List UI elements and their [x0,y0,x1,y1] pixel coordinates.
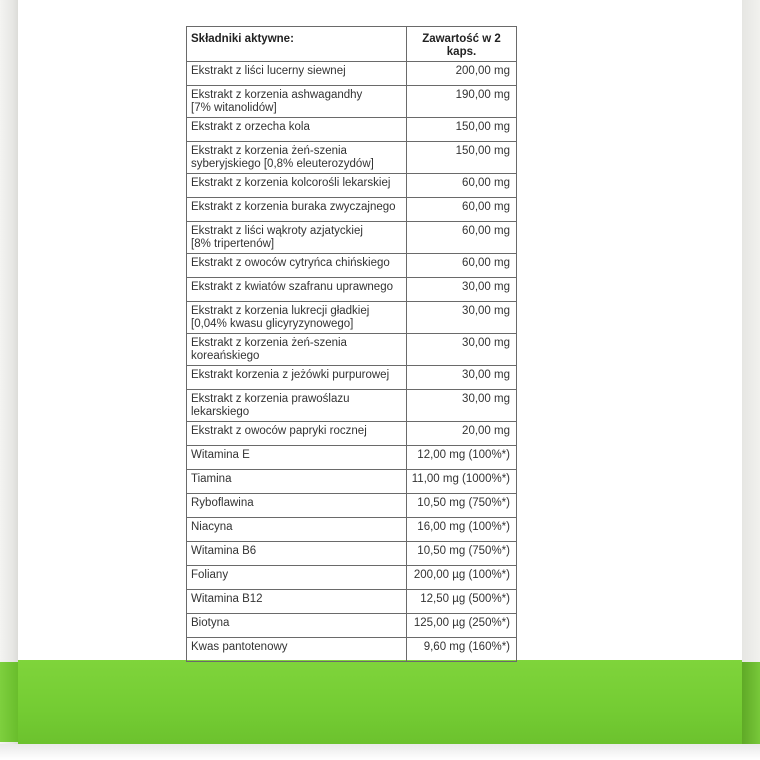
ingredient-name-cell [187,614,407,638]
table-row [187,518,517,542]
table-row [187,470,517,494]
ingredient-amount: 125,00 µg (250%*) [407,614,517,638]
ingredient-standardization: [7% witanolidów] [191,102,277,114]
ingredient-standardization: [8% tripertenów] [191,238,275,250]
ingredient-amount: 9,60 mg (160%*) [407,638,517,662]
ingredient-standardization: syberyjskiego [0,8% eleuterozydów] [191,158,374,170]
ingredient-name-cell [187,254,407,278]
ingredient-name: Ekstrakt z owoców cytryńca chińskiego [191,257,390,269]
ingredient-name: Ekstrakt z liści wąkroty azjatyckiej [191,225,363,237]
box-left-edge [0,0,18,760]
ingredient-amount: 30,00 mg [407,334,517,366]
ingredient-amount: 12,50 µg (500%*) [407,590,517,614]
ingredient-name: Biotyna [191,617,230,629]
ingredient-name-cell [187,366,407,390]
table-row [187,590,517,614]
ingredient-amount: 150,00 mg [407,142,517,174]
ingredient-amount: 60,00 mg [407,254,517,278]
ingredient-name: Ekstrakt z korzenia buraka zwyczajnego [191,201,396,213]
ingredient-name-cell [187,446,407,470]
ingredient-name: Tiamina [191,473,232,485]
ingredient-amount: 11,00 mg (1000%*) [407,470,517,494]
ingredient-name: Ekstrakt z kwiatów szafranu uprawnego [191,281,393,293]
ingredient-amount: 190,00 mg [407,86,517,118]
header-amount: Zawartość w 2 kaps. [407,27,517,62]
green-band [18,660,742,744]
table-row [187,86,517,118]
table-row [187,614,517,638]
ingredient-name: Witamina B6 [191,545,257,557]
ingredient-name: Ekstrakt z orzecha kola [191,121,310,133]
ingredient-amount: 20,00 mg [407,422,517,446]
table-row [187,638,517,662]
ingredient-name-cell [187,62,407,86]
ingredient-name: Ekstrakt z korzenia kolcorośli lekarskiej [191,177,391,189]
ingredient-name-cell [187,390,407,422]
box-left-edge-green [0,662,18,742]
table-row [187,142,517,174]
ingredient-amount: 10,50 mg (750%*) [407,542,517,566]
ingredient-amount: 60,00 mg [407,222,517,254]
ingredient-name: Ekstrakt z owoców papryki rocznej [191,425,367,437]
ingredient-name-cell [187,198,407,222]
table-row [187,62,517,86]
table-row [187,422,517,446]
table-row [187,494,517,518]
table-body [187,62,517,662]
table-row [187,118,517,142]
ingredient-name: Ekstrakt z korzenia lukrecji gładkiej [191,305,370,317]
ingredient-name-cell [187,86,407,118]
table-row [187,278,517,302]
ingredient-standardization: [0,04% kwasu glicyryzynowego] [191,318,354,330]
table-row [187,566,517,590]
ingredient-name-cell [187,174,407,198]
table-row [187,542,517,566]
ingredient-amount: 200,00 µg (100%*) [407,566,517,590]
ingredient-name-cell [187,638,407,662]
table-row [187,198,517,222]
ingredient-name-cell [187,494,407,518]
ingredient-name: Ekstrakt z korzenia żeń-szenia [191,145,347,157]
ingredient-name-cell [187,334,407,366]
table-row [187,334,517,366]
ingredient-amount: 16,00 mg (100%*) [407,518,517,542]
ingredient-name: Ryboflawina [191,497,254,509]
ingredient-name: Ekstrakt korzenia z jeżówki purpurowej [191,369,390,381]
table-row [187,446,517,470]
ingredient-name: Witamina B12 [191,593,263,605]
ingredient-amount: 30,00 mg [407,366,517,390]
ingredient-amount: 30,00 mg [407,390,517,422]
ingredient-name: Ekstrakt z liści lucerny siewnej [191,65,346,77]
ingredient-name: Witamina E [191,449,250,461]
table-row [187,366,517,390]
ingredient-name-cell [187,118,407,142]
ingredient-name: Kwas pantotenowy [191,641,288,653]
ingredient-name-cell [187,222,407,254]
ingredient-amount: 10,50 mg (750%*) [407,494,517,518]
ingredient-amount: 60,00 mg [407,174,517,198]
ingredient-name-cell [187,302,407,334]
table-row [187,302,517,334]
ingredient-name-cell [187,590,407,614]
nutrition-table [186,26,517,662]
ingredient-name: Foliany [191,569,229,581]
ingredient-name-cell [187,422,407,446]
ingredient-name-cell [187,518,407,542]
ingredient-name: Niacyna [191,521,233,533]
box-right-edge [742,0,760,760]
ingredient-name: Ekstrakt z korzenia żeń-szenia koreańskiego [191,337,347,362]
header-ingredients: Składniki aktywne: [187,27,407,62]
ingredient-amount: 60,00 mg [407,198,517,222]
ingredient-amount: 30,00 mg [407,302,517,334]
box-right-edge-green [742,662,760,747]
ingredient-name-cell [187,142,407,174]
ingredient-name-cell [187,542,407,566]
ingredient-amount: 150,00 mg [407,118,517,142]
ingredient-name-cell [187,470,407,494]
table-row [187,222,517,254]
ingredient-name: Ekstrakt z korzenia ashwagandhy [191,89,363,101]
ingredient-name: Ekstrakt z korzenia prawoślazu lekarskiego [191,393,350,418]
ingredient-amount: 200,00 mg [407,62,517,86]
ingredient-amount: 30,00 mg [407,278,517,302]
table-row [187,174,517,198]
ingredient-name-cell [187,566,407,590]
table-header-row [187,27,517,62]
table-row [187,254,517,278]
ingredient-name-cell [187,278,407,302]
table-row [187,390,517,422]
ingredient-amount: 12,00 mg (100%*) [407,446,517,470]
bottom-shadow [0,744,760,760]
